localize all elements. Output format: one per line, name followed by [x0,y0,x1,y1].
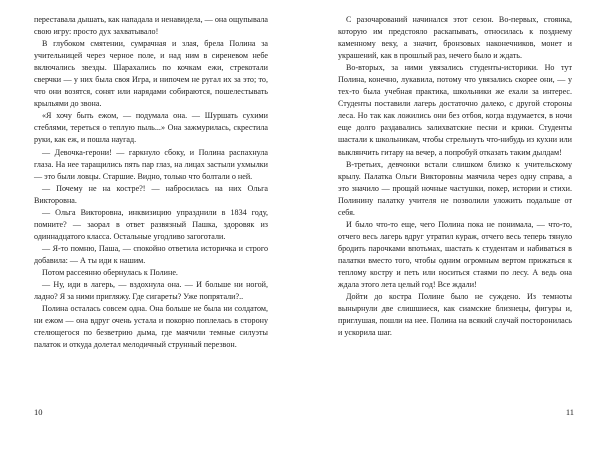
left-page-text [34,14,268,351]
paragraph: Полина осталась совсем одна. Она больше не была ни солдатом, ни ежом — она вдруг очень устала и покорно поплелась в сторону стелющегося по безветрию дыма, где маячили темные силуэты палаток и откуда долетал мелодичный струнный перезвон. [34,304,268,350]
paragraph: — Почему не на костре?! — набросилась на них Ольга Викторовна. [34,183,268,205]
paragraph: переставала дышать, как нападала и ненавидела, — она ощупывала свою игру: просто дух захватывало! [34,15,268,37]
paragraph: Во-вторых, за ними увязались студенты-историки. Но тут Полина, конечно, лукавила, потому что увязались скорее они, — у тех-то была учебная практика, школьники же ехали за интерес. Студенты поставили лагерь достаточно далеко, с другой стороны леса. Но так как ложились они без отбоя, когда вздумается, в ночи еще долго раздавались залихватские песни и крики. Студенты шастали к школьникам, чтобы стрельнуть что-нибудь из кухни или выклянчить гитару на вечер, а попробуй отказать таким дылдам! [338,63,572,157]
page-number-left: 10 [34,407,43,417]
paragraph: И было что-то еще, чего Полина пока не понимала, — что-то, отчего весь лагерь вдруг утратил кураж, отчего весь теперь тянуло бродить парочками впотьмах, шастать к студентам и набиваться в палатки вместо того, чтобы одним огромным вертом прижаться к теплому костру и петь или носиться стаями по лесу. А ведь она ждала этого лета целый год! Все ждали! [338,219,572,290]
page-number-right: 11 [565,407,574,417]
paragraph: Потом рассеянно обернулась к Полине. [42,267,178,277]
paragraph: «Я хочу быть ежом, — подумала она. — Шуршать сухими стеблями, тереться о теплую пыль...» Она зажмурилась, скрестила руки, как еж, и пошла наугад. [34,111,268,145]
right-page [300,0,600,450]
paragraph: Дойти до костра Полине было не суждено. Из темноты вынырнули две слишшиеся, как сиамские близнецы, фигуры и, приглушая, пошли на нее. Полина на всякий случай посторонилась и ускорила шаг. [338,292,572,338]
paragraph: — Девочка-герони! — гаркнуло сбоку, и Полина распахнула глаза. На нее таращились пять пар глаз, на лицах застыли ухмылки — это были ловцы. Старшие. Видно, только что болтали о ней. [34,147,268,181]
paragraph: В глубоком смятении, сумрачная и злая, брела Полина за учительницей через черное поле, и над ним в сиреневом небе включались звезды. Шарахались по кочкам ежи, стрекотали сверчки — у них была своя Игра, и нипочем не ругал их за это; то, что они возятся, сонят или нарядами собираются, пошелестывать крыльями до звона. [34,39,268,109]
paragraph: — Ну, иди в лагерь, — вздохнула она. — И больше ни ногой, ладно? Я за ними пригляжу. Где сигареты? Уже попрятали?.. [34,280,268,302]
paragraph: С разочарований начинался этот сезон. Во-первых, стоянка, которую им предстояло раскапывать, относилась к позднему каменному веку, а значит, бронзовых наконечников, монет и украшений, как в прошлый раз, нечего было и ждать. [338,15,572,61]
right-page-text [338,14,572,339]
paragraph: — Я-то помню, Паша, — спокойно ответила историчка и строго добавила: — А ты иди к нашим. [34,243,268,265]
paragraph: — Ольга Викторовна, инквизицию упразднили в 1834 году, помните? — заорал в ответ развязный Пашка, здоровяк из одиннадцатого класса. Остальные угодливо загоготали. [34,207,268,241]
paragraph: В-третьих, девчонки встали слишком близко к учительскому крылу. Палатка Ольги Викторовны маячила через одну справа, а это значило — прощай ночные частушки, покер, истории и стихи. Полинину палатку учителя не позволили уложить подальше от себя. [338,159,572,217]
